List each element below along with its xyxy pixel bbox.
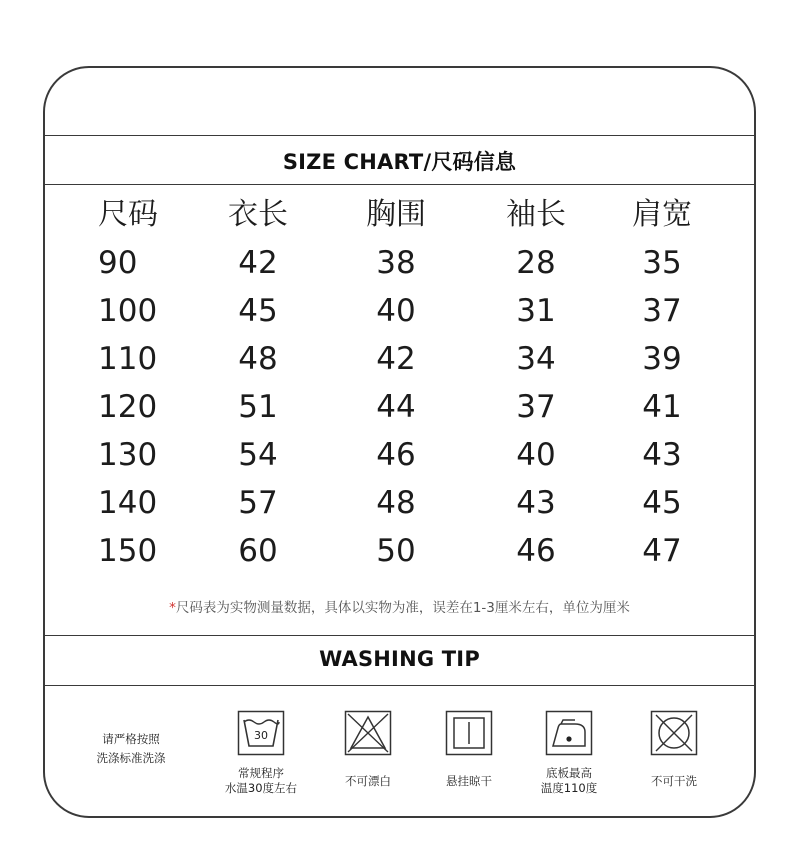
washing-item <box>514 710 624 796</box>
washing-label-line: 水温30度左右 <box>224 781 298 795</box>
table-cell: 42 <box>376 341 416 377</box>
table-cell: 48 <box>238 341 278 377</box>
washing-item <box>313 710 423 789</box>
table-cell: 51 <box>238 389 278 425</box>
table-cell: 46 <box>376 437 416 473</box>
table-row <box>80 529 740 577</box>
table-cell: 37 <box>642 293 682 329</box>
table-cell: 43 <box>516 485 556 521</box>
column-header: 胸围 <box>366 197 426 232</box>
table-cell: 42 <box>238 245 278 281</box>
table-row <box>80 481 740 529</box>
table-cell: 60 <box>238 533 278 569</box>
table-cell: 39 <box>642 341 682 377</box>
table-row <box>80 289 740 337</box>
table-cell: 40 <box>376 293 416 329</box>
washing-label-line: 悬挂晾干 <box>446 774 492 788</box>
table-cell: 120 <box>98 389 158 425</box>
table-row <box>80 337 740 385</box>
table-cell: 38 <box>376 245 416 281</box>
table-row <box>80 385 740 433</box>
washing-item <box>414 710 524 789</box>
table-cell: 28 <box>516 245 556 281</box>
table-cell: 46 <box>516 533 556 569</box>
table-cell: 54 <box>238 437 278 473</box>
washing-label <box>414 774 524 789</box>
table-cell: 110 <box>98 341 158 377</box>
washing-label-line: 常规程序 <box>238 766 284 780</box>
table-row <box>80 433 740 481</box>
table-cell: 90 <box>98 245 138 281</box>
washing-lead <box>76 730 186 768</box>
table-cell: 140 <box>98 485 158 521</box>
wash-30-icon <box>206 710 316 756</box>
washing-label <box>619 774 729 789</box>
table-cell: 37 <box>516 389 556 425</box>
wash-30-icon-text: 30 <box>254 729 268 742</box>
size-table <box>80 193 740 577</box>
table-cell: 50 <box>376 533 416 569</box>
iron-icon <box>514 710 624 756</box>
column-header: 袖长 <box>506 197 566 232</box>
note-text: 尺码表为实物测量数据，具体以实物为准，误差在1-3厘米左右，单位为厘米 <box>175 600 630 616</box>
table-cell: 43 <box>642 437 682 473</box>
washing-label <box>206 766 316 796</box>
divider-top <box>43 135 756 136</box>
table-cell: 45 <box>238 293 278 329</box>
washing-lead-line: 请严格按照 <box>102 732 160 746</box>
table-cell: 48 <box>376 485 416 521</box>
measurement-note <box>43 596 756 616</box>
table-cell: 57 <box>238 485 278 521</box>
divider-washing-header <box>43 685 756 686</box>
washing-title: WASHING TIP <box>319 647 480 671</box>
table-cell: 130 <box>98 437 158 473</box>
table-cell: 34 <box>516 341 556 377</box>
line-dry-icon <box>414 710 524 756</box>
table-cell: 45 <box>642 485 682 521</box>
note-star: * <box>169 600 176 616</box>
table-cell: 41 <box>642 389 682 425</box>
table-cell: 35 <box>642 245 682 281</box>
column-header: 衣长 <box>228 197 288 232</box>
washing-label-line: 温度110度 <box>540 781 598 795</box>
table-header-row <box>80 193 740 241</box>
washing-lead-line: 洗涤标准洗涤 <box>96 751 166 765</box>
washing-label-line: 不可漂白 <box>345 774 391 788</box>
divider-header <box>43 184 756 185</box>
table-cell: 150 <box>98 533 158 569</box>
no-dry-clean-icon <box>619 710 729 756</box>
washing-item <box>206 710 316 796</box>
washing-label-line: 底板最高 <box>546 766 592 780</box>
table-cell: 31 <box>516 293 556 329</box>
no-bleach-icon <box>313 710 423 756</box>
table-cell: 44 <box>376 389 416 425</box>
table-cell: 100 <box>98 293 158 329</box>
table-row <box>80 241 740 289</box>
column-header: 肩宽 <box>632 197 692 232</box>
size-chart-title: SIZE CHART/尺码信息 <box>282 150 517 174</box>
washing-label-line: 不可干洗 <box>651 774 697 788</box>
table-cell: 47 <box>642 533 682 569</box>
washing-item <box>619 710 729 789</box>
washing-label <box>514 766 624 796</box>
table-cell: 40 <box>516 437 556 473</box>
column-header: 尺码 <box>98 197 158 232</box>
divider-washing-top <box>43 635 756 636</box>
washing-label <box>313 774 423 789</box>
